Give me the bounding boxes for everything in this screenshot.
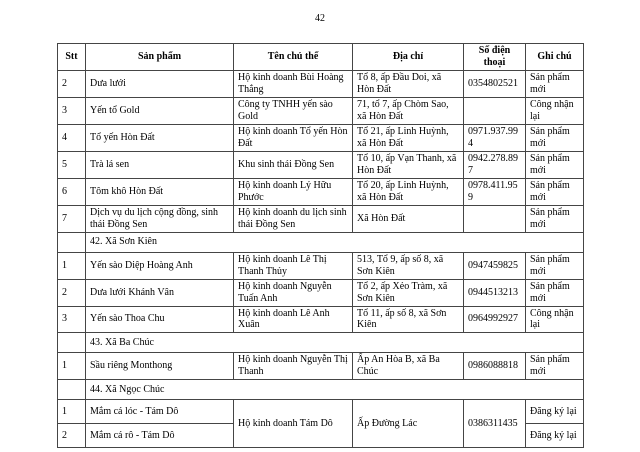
cell-product: Dưa lưới Khánh Vân [86, 279, 234, 306]
cell-owner: Hộ kinh doanh Lê Anh Xuân [234, 306, 353, 333]
cell-product: Trà lá sen [86, 151, 234, 178]
cell-product: Yến tổ Gold [86, 97, 234, 124]
cell-address: Tổ 10, ấp Vạn Thanh, xã Hòn Đất [353, 151, 464, 178]
cell-product: Mắm cá rô - Tám Dô [86, 424, 234, 448]
cell-product: Dưa lưới [86, 70, 234, 97]
cell-stt: 6 [58, 178, 86, 205]
cell-owner: Hộ kinh doanh Tổ yến Hòn Đất [234, 124, 353, 151]
cell-phone [464, 97, 526, 124]
cell-stt: 2 [58, 279, 86, 306]
table-row [58, 353, 584, 380]
cell-note: Sản phẩm mới [526, 70, 584, 97]
cell-owner: Hộ kinh doanh Nguyễn Tuấn Anh [234, 279, 353, 306]
cell-address: Ấp An Hòa B, xã Ba Chúc [353, 353, 464, 380]
cell-phone: 0947459825 [464, 252, 526, 279]
cell-product: Yến sào Thoa Chu [86, 306, 234, 333]
cell-phone: 0964992927 [464, 306, 526, 333]
cell-product: Tôm khô Hòn Đất [86, 178, 234, 205]
section-title: 44. Xã Ngọc Chúc [86, 380, 584, 400]
section-title: 43. Xã Ba Chúc [86, 333, 584, 353]
cell-product: Sầu riêng Monthong [86, 353, 234, 380]
cell-address: 71, tổ 7, ấp Chòm Sao, xã Hòn Đất [353, 97, 464, 124]
table-row [58, 279, 584, 306]
cell-stt: 1 [58, 353, 86, 380]
cell-stt: 3 [58, 306, 86, 333]
cell-owner: Hộ kinh doanh du lịch sinh thái Đồng Sen [234, 205, 353, 232]
cell-note: Đăng ký lại [526, 400, 584, 424]
cell-stt-empty [58, 333, 86, 353]
cell-stt-empty [58, 380, 86, 400]
cell-note: Công nhận lại [526, 306, 584, 333]
table-header-row [58, 44, 584, 71]
cell-owner: Công ty TNHH yến sào Gold [234, 97, 353, 124]
cell-owner: Hộ kinh doanh Lý Hữu Phước [234, 178, 353, 205]
header-owner: Tên chủ thể [234, 44, 353, 71]
products-table [57, 43, 584, 448]
cell-stt: 3 [58, 97, 86, 124]
cell-note: Công nhận lại [526, 97, 584, 124]
cell-note: Sản phẩm mới [526, 124, 584, 151]
cell-product: Yến sào Diệp Hoàng Anh [86, 252, 234, 279]
cell-phone-merged: 0386311435 [464, 400, 526, 448]
cell-owner: Hộ kinh doanh Lê Thị Thanh Thủy [234, 252, 353, 279]
cell-product: Mắm cá lóc - Tám Dô [86, 400, 234, 424]
table-row [58, 400, 584, 424]
cell-stt: 2 [58, 424, 86, 448]
cell-address: Tổ 20, ấp Linh Huỳnh, xã Hòn Đất [353, 178, 464, 205]
table-row [58, 70, 584, 97]
cell-phone: 0971.937.994 [464, 124, 526, 151]
cell-address-merged: Ấp Đường Lác [353, 400, 464, 448]
cell-note: Đăng ký lại [526, 424, 584, 448]
header-stt: Stt [58, 44, 86, 71]
table-row [58, 97, 584, 124]
section-title: 42. Xã Sơn Kiên [86, 232, 584, 252]
table-row [58, 124, 584, 151]
cell-address: Tổ 11, ấp số 8, xã Sơn Kiên [353, 306, 464, 333]
cell-owner: Khu sinh thái Đồng Sen [234, 151, 353, 178]
header-phone: Số điện thoại [464, 44, 526, 71]
cell-stt: 5 [58, 151, 86, 178]
cell-stt: 7 [58, 205, 86, 232]
cell-phone: 0354802521 [464, 70, 526, 97]
section-row [58, 232, 584, 252]
cell-stt: 1 [58, 252, 86, 279]
cell-product: Dịch vụ du lịch cộng đồng, sinh thái Đồng Sen [86, 205, 234, 232]
header-address: Địa chỉ [353, 44, 464, 71]
cell-note: Sản phẩm mới [526, 151, 584, 178]
table-row [58, 178, 584, 205]
table-row [58, 151, 584, 178]
table-row [58, 306, 584, 333]
cell-owner: Hộ kinh doanh Nguyễn Thị Thanh [234, 353, 353, 380]
cell-stt: 4 [58, 124, 86, 151]
cell-phone: 0942.278.897 [464, 151, 526, 178]
section-row [58, 380, 584, 400]
cell-address: Xã Hòn Đất [353, 205, 464, 232]
cell-stt: 1 [58, 400, 86, 424]
cell-address: 513, Tổ 9, ấp số 8, xã Sơn Kiên [353, 252, 464, 279]
table-row [58, 205, 584, 232]
cell-stt-empty [58, 232, 86, 252]
cell-product: Tổ yến Hòn Đất [86, 124, 234, 151]
cell-phone: 0986088818 [464, 353, 526, 380]
cell-note: Sản phẩm mới [526, 353, 584, 380]
cell-note: Sản phẩm mới [526, 205, 584, 232]
cell-phone: 0978.411.959 [464, 178, 526, 205]
header-note: Ghi chú [526, 44, 584, 71]
page-number: 42 [315, 13, 325, 24]
cell-note: Sản phẩm mới [526, 178, 584, 205]
cell-address: Tổ 21, ấp Linh Huỳnh, xã Hòn Đất [353, 124, 464, 151]
cell-owner-merged: Hộ kinh doanh Tám Dô [234, 400, 353, 448]
section-row [58, 333, 584, 353]
cell-note: Sản phẩm mới [526, 279, 584, 306]
cell-owner: Hộ kinh doanh Bùi Hoàng Thắng [234, 70, 353, 97]
cell-address: Tổ 2, ấp Xẻo Tràm, xã Sơn Kiên [353, 279, 464, 306]
cell-note: Sản phẩm mới [526, 252, 584, 279]
cell-stt: 2 [58, 70, 86, 97]
cell-phone: 0944513213 [464, 279, 526, 306]
cell-address: Tổ 8, ấp Đầu Doi, xã Hòn Đất [353, 70, 464, 97]
table-row [58, 252, 584, 279]
header-product: Sản phẩm [86, 44, 234, 71]
cell-phone [464, 205, 526, 232]
